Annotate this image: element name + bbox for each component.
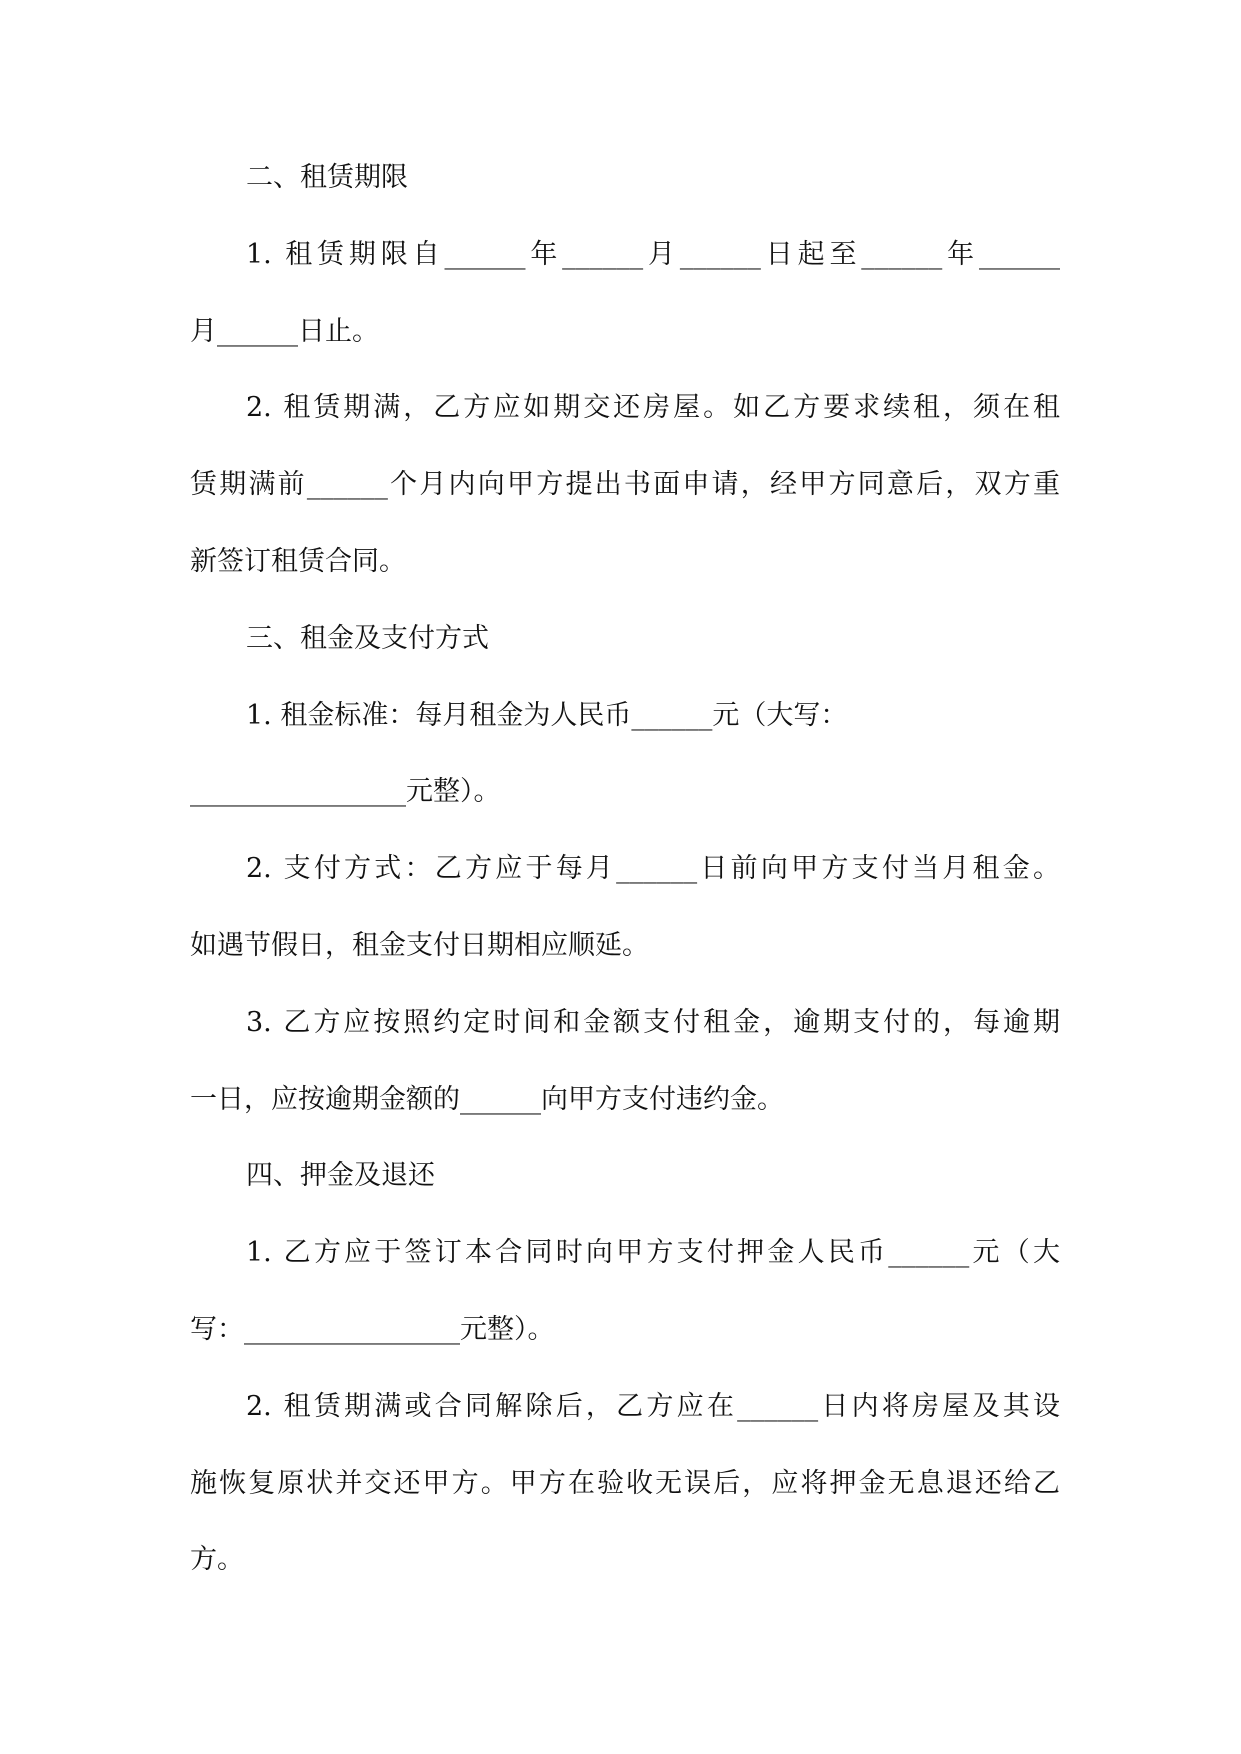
section-heading: 三、租金及支付方式 (246, 622, 489, 654)
paragraph-line: 如遇节假日，租金支付日期相应顺延。 (190, 929, 649, 961)
paragraph-line: 一日，应按逾期金额的______向甲方支付违约金。 (190, 1083, 784, 1115)
paragraph-line: 2. 租赁期满，乙方应如期交还房屋。如乙方要求续租，须在租 (246, 392, 1060, 424)
paragraph-line: 1. 乙方应于签订本合同时向甲方支付押金人民币______元（大 (246, 1237, 1060, 1269)
section-heading: 二、租赁期限 (246, 162, 408, 193)
document-body (190, 140, 1060, 1599)
paragraph-line: 2. 支付方式：乙方应于每月______日前向甲方支付当月租金。 (246, 853, 1060, 885)
paragraph-line: 1. 租金标准：每月租金为人民币______元（大写： (246, 699, 848, 731)
paragraph-line: 赁期满前______个月内向甲方提出书面申请，经甲方同意后，双方重 (190, 469, 1060, 501)
section-heading: 四、押金及退还 (246, 1160, 435, 1192)
paragraph-line: 施恢复原状并交还甲方。甲方在验收无误后，应将押金无息退还给乙 (190, 1467, 1060, 1499)
paragraph-line: 月______日止。 (190, 315, 379, 347)
paragraph-line: 3. 乙方应按照约定时间和金额支付租金，逾期支付的，每逾期 (246, 1006, 1060, 1038)
paragraph-line: 写：________________元整）。 (190, 1313, 555, 1345)
paragraph-line: 2. 租赁期满或合同解除后，乙方应在______日内将房屋及其设 (246, 1390, 1060, 1422)
paragraph-line: 1. 租赁期限自______年______月______日起至______年______ (246, 238, 1060, 270)
paragraph-line: 新签订租赁合同。 (190, 545, 406, 577)
paragraph-line: 方。 (190, 1544, 244, 1576)
paragraph-line: ________________元整）。 (190, 776, 501, 808)
